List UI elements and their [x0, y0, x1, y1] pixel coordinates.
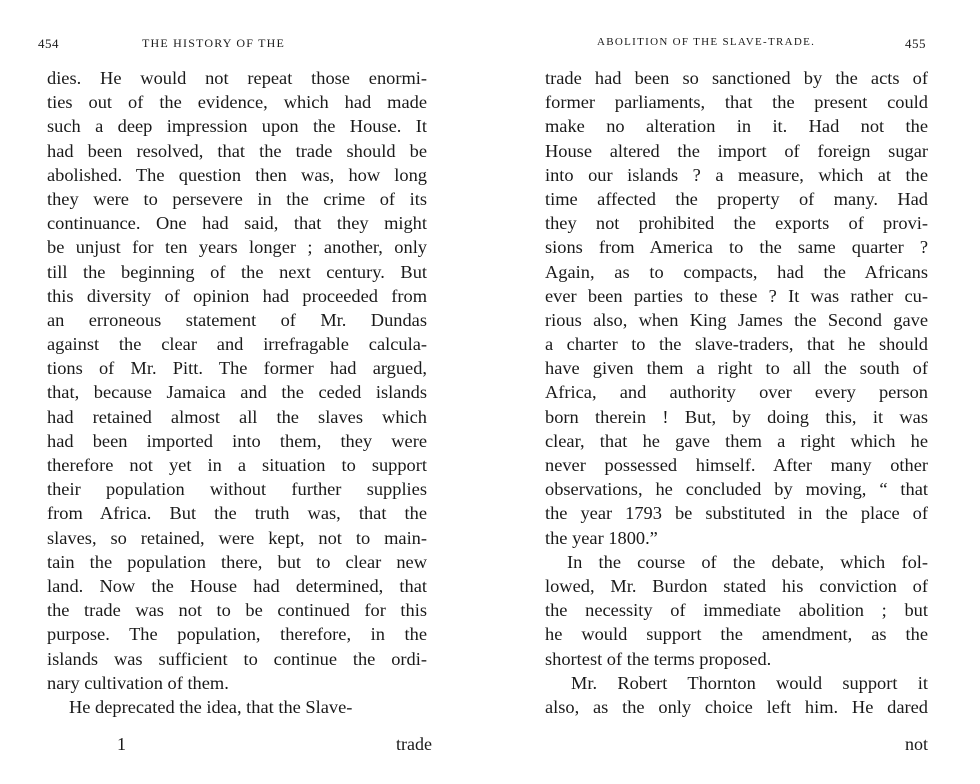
- text-line: the trade was not to be continued for this: [47, 600, 427, 621]
- text-line: also, as the only choice left him. He dared: [545, 696, 928, 717]
- right-page: [490, 0, 980, 784]
- text-line: In the course of the debate, which fol-: [567, 551, 928, 572]
- text-line: Mr. Robert Thornton would support it: [571, 672, 928, 693]
- text-line: make no alteration in it. Had not the: [545, 116, 928, 137]
- text-line: born therein ! But, by doing this, it was: [545, 406, 928, 427]
- text-line: tions of Mr. Pitt. The former had argued,: [47, 358, 427, 379]
- text-line: time affected the property of many. Had: [545, 188, 928, 209]
- text-line: the year 1800.”: [545, 527, 658, 548]
- text-line: their population without further supplies: [47, 479, 427, 500]
- right-page-text: [545, 66, 928, 719]
- text-line: this diversity of opinion had proceeded from: [47, 285, 427, 306]
- text-line: had been resolved, that the trade should be: [47, 140, 427, 161]
- text-line: dies. He would not repeat those enormi-: [47, 68, 427, 88]
- right-page-number: 455: [905, 36, 926, 51]
- text-line: the year 1793 be substituted in the place of: [545, 503, 928, 524]
- text-line: shortest of the terms proposed.: [545, 648, 772, 669]
- text-line: such a deep impression upon the House. It: [47, 116, 427, 137]
- text-line: from Africa. But the truth was, that the: [47, 503, 427, 524]
- text-line: abolished. The question then was, how long: [47, 164, 427, 185]
- text-line: rious also, when King James the Second gave: [545, 309, 928, 330]
- text-line: they were to persevere in the crime of its: [47, 188, 427, 209]
- left-page-number: 454: [38, 36, 59, 51]
- text-line: lowed, Mr. Burdon stated his conviction of: [545, 575, 928, 596]
- text-line: clear, that he gave them a right which he: [545, 430, 928, 451]
- text-line: trade had been so sanctioned by the acts of: [545, 68, 928, 88]
- text-line: former parliaments, that the present could: [545, 92, 928, 113]
- text-line: the necessity of immediate abolition ; but: [545, 600, 928, 621]
- text-line: have given them a right to all the south of: [545, 358, 928, 379]
- left-page-text: [47, 66, 427, 719]
- text-line: never possessed himself. After many other: [545, 455, 928, 475]
- text-line: He deprecated the idea, that the Slave-: [69, 696, 353, 717]
- text-line: sions from America to the same quarter ?: [545, 237, 928, 258]
- right-catchword: not: [905, 734, 929, 754]
- text-line: ever been parties to these ? It was rather cu-: [545, 285, 928, 306]
- text-line: tain the population there, but to clear new: [47, 551, 427, 572]
- text-line: till the beginning of the next century. But: [47, 261, 427, 282]
- signature-mark: 1: [117, 734, 126, 754]
- text-line: ties out of the evidence, which had made: [47, 92, 427, 113]
- text-line: purpose. The population, therefore, in the: [47, 624, 427, 645]
- text-line: be unjust for ten years longer ; another, only: [47, 237, 427, 258]
- text-line: House altered the import of foreign sugar: [545, 140, 928, 161]
- text-line: observations, he concluded by moving, “ that: [545, 479, 928, 500]
- text-line: had retained almost all the slaves which: [47, 406, 427, 427]
- text-line: Again, as to compacts, had the Africans: [545, 261, 928, 282]
- text-line: a charter to the slave-traders, that he should: [545, 334, 928, 355]
- text-line: he would support the amendment, as the: [545, 624, 928, 645]
- text-line: therefore not yet in a situation to support: [47, 455, 427, 475]
- text-line: had been imported into them, they were: [47, 430, 427, 451]
- text-line: into our islands ? a measure, which at the: [545, 164, 928, 185]
- right-running-head: ABOLITION OF THE SLAVE-TRADE.: [597, 36, 816, 48]
- text-line: Africa, and authority over every person: [545, 382, 928, 403]
- text-line: land. Now the House had determined, that: [47, 575, 427, 596]
- text-line: islands was sufficient to continue the ordi-: [47, 648, 427, 669]
- text-line: nary cultivation of them.: [47, 672, 229, 693]
- text-line: an erroneous statement of Mr. Dundas: [47, 309, 427, 330]
- left-catchword: trade: [396, 734, 432, 754]
- text-line: that, because Jamaica and the ceded islands: [47, 382, 427, 403]
- left-running-head: THE HISTORY OF THE: [142, 36, 286, 50]
- text-line: against the clear and irrefragable calcula-: [47, 334, 427, 355]
- text-line: continuance. One had said, that they might: [47, 213, 427, 234]
- text-line: slaves, so retained, were kept, not to main-: [47, 527, 427, 548]
- text-line: they not prohibited the exports of provi-: [545, 213, 928, 234]
